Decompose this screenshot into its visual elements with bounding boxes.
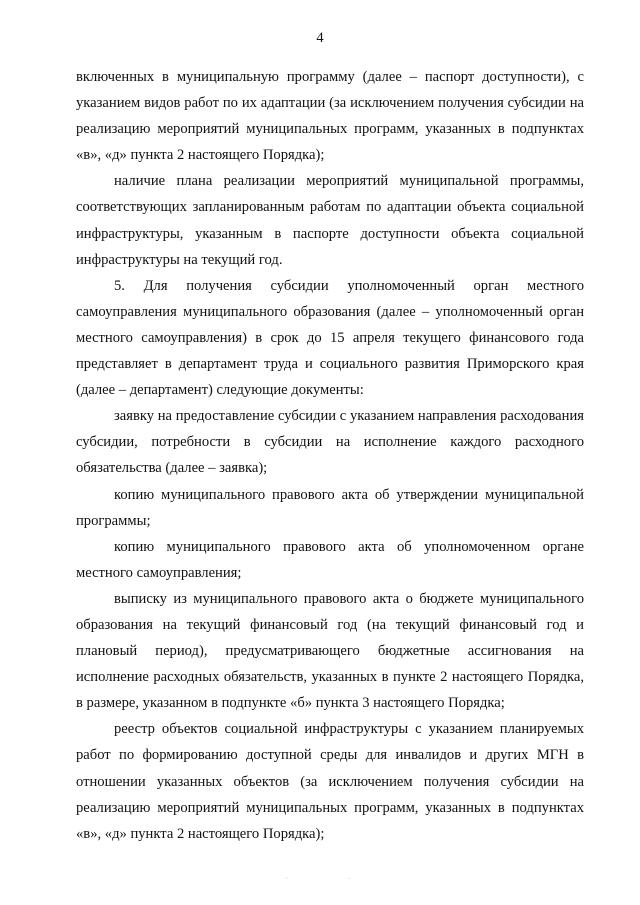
paragraph-5: копию муниципального правового акта об утверждении муниципальной программы; (76, 486, 584, 529)
paragraph-6: копию муниципального правового акта об уполномоченном органе местного самоуправления; (76, 538, 584, 581)
paragraph-7: выписку из муниципального правового акта о бюджете муниципального образования на текущий финансовый год (на текущий финансовый год и плановый период), предусматривающего бюджетные ассигнования на исполнение расходных обязательств, указанных в пункте 2 настоящего Порядка, в размере, указанном в подпункте «б» пункта 3 настоящего Порядка; (76, 590, 584, 712)
paragraph-8: реестр объектов социальной инфраструктуры с указанием планируемых работ по формированию доступной среды для инвалидов и других МГН в отношении указанных объектов (за исключением получения субсидии на реализацию мероприятий муниципальных программ, указанных в подпунктах «в», «д» пункта 2 настоящего Порядка); (76, 721, 584, 842)
paragraph-4: заявку на предоставление субсидии с указанием направления расходования субсидии, потребности в субсидии на исполнение каждого расходного обязательства (далее – заявка); (76, 408, 584, 477)
page-number: 4 (316, 30, 324, 46)
paragraph-2: наличие плана реализации мероприятий муниципальной программы, соответствующих запланированным работам по адаптации объекта социальной инфраструктуры, указанным в паспорте доступности объекта социальной инфраструктуры на текущий год. (76, 173, 584, 268)
document-body (76, 64, 584, 847)
paragraph-3: 5. Для получения субсидии уполномоченный орган местного самоуправления муниципального образования (далее – уполномоченный орган местного самоуправления) в срок до 15 апреля текущего финансового года представляет в департамент труда и социального развития Приморского края (далее – департамент) следующие документы: (76, 277, 584, 399)
paragraph-1: включенных в муниципальную программу (далее – паспорт доступности), с указанием видов работ по их адаптации (за исключением получения субсидии на реализацию мероприятий муниципальных программ, указанных в подпунктах «в», «д» пункта 2 настоящего Порядка); (76, 69, 584, 164)
scan-specks: ·· (286, 876, 410, 882)
